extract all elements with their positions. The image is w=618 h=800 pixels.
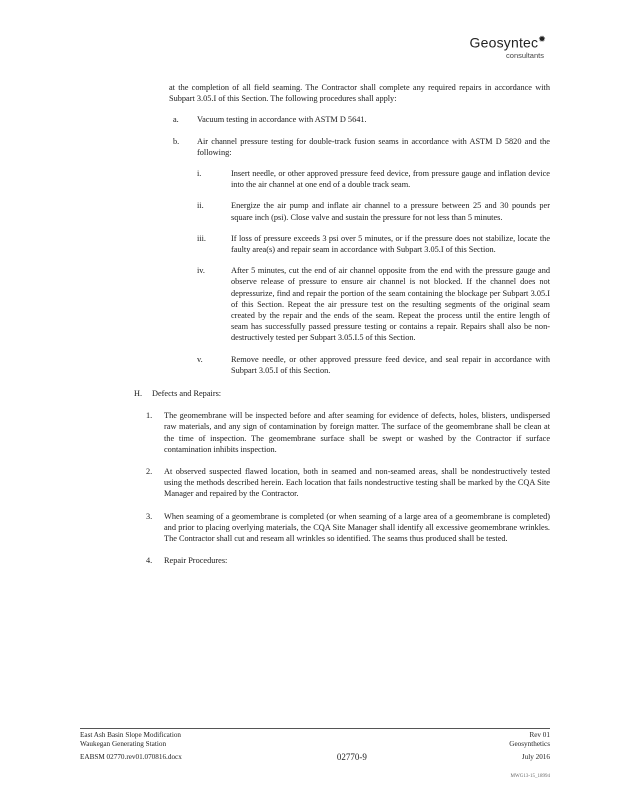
footer-divider	[80, 728, 550, 729]
section-heading	[60, 388, 550, 399]
numbered-item-text: The geomembrane will be inspected before and after seaming for evidence of defects, holes, blisters, undispersed raw materials, and any sign of contamination by foreign matter. The surface of the geomembrane shall be clean at the time of inspection. The geomembrane surface shall be swept or washed by the Contractor if surface contamination inhibits inspection.	[164, 411, 550, 454]
footer-section-name: Geosynthetics	[509, 740, 550, 748]
page-number: 02770-9	[336, 752, 367, 762]
list-item	[60, 114, 550, 125]
footer-filename: EABSM 02770.rev01.070816.docx	[80, 753, 182, 761]
company-logo	[470, 34, 546, 60]
numbered-item-label: 4.	[146, 556, 153, 566]
sub-list-item-label: iii.	[197, 233, 206, 243]
bates-stamp: MWG13-15_18994	[510, 774, 550, 779]
sub-list-item	[60, 354, 550, 376]
numbered-item-text: Repair Procedures:	[164, 556, 228, 566]
logo-mark-icon: ✹	[538, 34, 546, 44]
section-heading-label: H.	[134, 389, 143, 399]
sub-list-item-text: Energize the air pump and inflate air channel to a pressure between 25 and 30 pounds per square inch (psi). Close valve and sustain the pressure for not less than 5 minutes.	[231, 201, 550, 222]
footer-project-name: East Ash Basin Slope Modification	[80, 731, 182, 739]
numbered-item-text: When seaming of a geomembrane is completed (or when seaming of a large area of a geomembrane is completed) and prior to placing overlying materials, the CQA Site Manager shall identify all excessive geomembrane wrinkles. The Contractor shall cut and reseam all wrinkles so identified. The seams thus produced shall be tested.	[164, 511, 550, 544]
footer-station-name: Waukegan Generating Station	[80, 740, 167, 748]
document-body	[60, 82, 550, 567]
sub-list-item	[60, 233, 550, 255]
section-heading-title: Defects and Repairs:	[152, 389, 222, 399]
numbered-item	[60, 511, 550, 545]
sub-list-item-text: If loss of pressure exceeds 3 psi over 5 minutes, or if the pressure does not stabilize, locate the faulty area(s) and repair seam in accordance with Subpart 3.05.I of this Section.	[231, 233, 550, 255]
numbered-item-text: At observed suspected flawed location, both in seamed and non-seamed areas, shall be nondestructively tested using the methods described herein. Each location that fails nondestructive testing shall be marked by the CQA Site Manager and repaired by the Contractor.	[164, 467, 550, 499]
list-item-label: b.	[173, 136, 180, 146]
numbered-item	[60, 410, 550, 455]
sub-list-item-text: Insert needle, or other approved pressure feed device, from pressure gauge and inflation device into the air channel at one end of a double track seam.	[231, 169, 550, 190]
logo-name: Geosyntec	[469, 34, 539, 51]
footer-date: July 2016	[521, 753, 550, 761]
sub-list-item-label: ii.	[197, 201, 204, 211]
numbered-item-label: 1.	[146, 411, 153, 421]
sub-list-item	[60, 200, 550, 222]
sub-list-item	[60, 265, 550, 343]
list-item-text: Air channel pressure testing for double-track fusion seams in accordance with ASTM D 5820 and the following:	[197, 136, 550, 157]
list-item-text: Vacuum testing in accordance with ASTM D 5641.	[197, 115, 367, 125]
list-item	[60, 136, 550, 158]
footer-revision: Rev 01	[529, 731, 550, 739]
numbered-item-label: 2.	[146, 467, 153, 477]
sub-list-item-label: i.	[197, 169, 202, 179]
sub-list-item-text: After 5 minutes, cut the end of air channel opposite from the end with the pressure gauge and observe release of pressure to ensure air channel is not blocked. If the channel does not depressurize, find and repair the portion of the seam containing the blockage per Subpart 3.05.I of this Section. Repeat the air pressure test on the resulting segments of the original seam created by the repair and the ends of the seam. Repeat the process until the entire length of seam has successfully passed pressure testing or contains a repair. Repairs shall also be non-destructively tested per Subpart 3.05.I.5 of this Section.	[231, 266, 550, 343]
logo-subtitle: consultants	[506, 50, 544, 60]
intro-paragraph: at the completion of all field seaming. The Contractor shall complete any required repairs in accordance with Subpart 3.05.I of this Section. The following procedures shall apply:	[169, 83, 550, 104]
numbered-item	[60, 555, 550, 566]
numbered-item	[60, 466, 550, 500]
sub-list-item-label: v.	[197, 354, 203, 364]
list-item-label: a.	[173, 115, 179, 125]
numbered-item-label: 3.	[146, 511, 153, 521]
sub-list-item-text: Remove needle, or other approved pressure feed device, and seal repair in accordance with Subpart 3.05.I of this Section.	[231, 354, 550, 375]
sub-list-item	[60, 168, 550, 190]
sub-list-item-label: iv.	[197, 266, 205, 276]
page-footer	[80, 728, 550, 762]
